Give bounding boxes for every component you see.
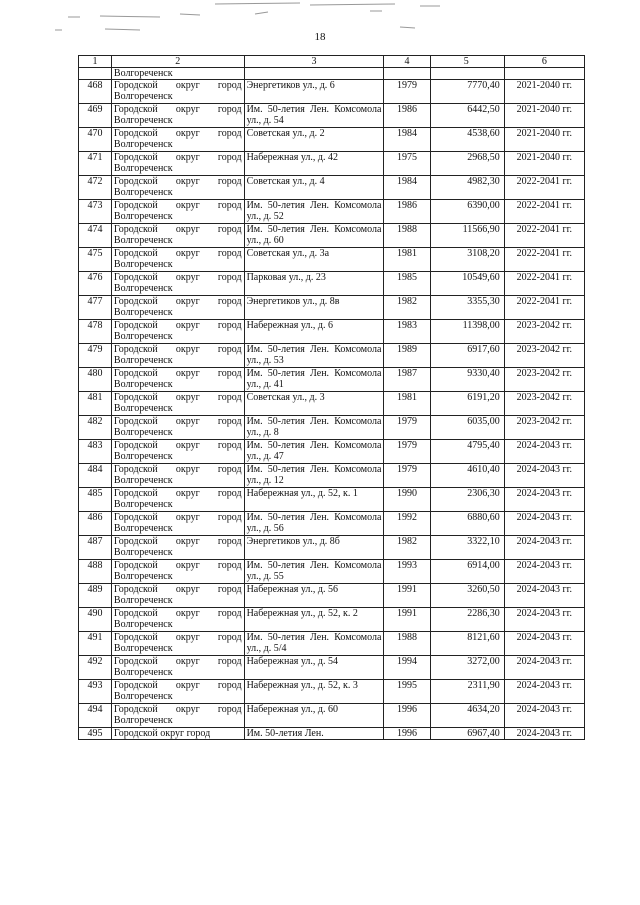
municipality-cell-text: Городской округ город Волгореченск bbox=[113, 200, 242, 222]
period-cell: 2021-2040 гг. bbox=[504, 128, 584, 152]
area-cell: 4982,30 bbox=[430, 176, 504, 200]
area-cell: 3260,50 bbox=[430, 584, 504, 608]
address-cell-text: Набережная ул., д. 54 bbox=[246, 656, 338, 667]
address-cell-text: Советская ул., д. 4 bbox=[246, 176, 325, 187]
period-cell: 2022-2041 гг. bbox=[504, 248, 584, 272]
period-cell: 2023-2042 гг. bbox=[504, 416, 584, 440]
row-number: 486 bbox=[79, 512, 112, 536]
table-row bbox=[79, 656, 585, 680]
table-row bbox=[79, 296, 585, 320]
table-row bbox=[79, 440, 585, 464]
area-cell: 6442,50 bbox=[430, 104, 504, 128]
year-cell: 1993 bbox=[384, 560, 430, 584]
municipality-cell bbox=[111, 512, 244, 536]
area-cell: 4610,40 bbox=[430, 464, 504, 488]
address-cell bbox=[244, 488, 384, 512]
municipality-cell bbox=[111, 728, 244, 740]
table-row bbox=[79, 680, 585, 704]
year-cell: 1984 bbox=[384, 176, 430, 200]
row-number: 483 bbox=[79, 440, 112, 464]
municipality-cell bbox=[111, 584, 244, 608]
table-row bbox=[79, 728, 585, 740]
municipality-cell bbox=[111, 152, 244, 176]
area-cell: 3272,00 bbox=[430, 656, 504, 680]
address-cell-text: Набережная ул., д. 42 bbox=[246, 152, 338, 163]
table-row bbox=[79, 80, 585, 104]
row-number: 478 bbox=[79, 320, 112, 344]
row-number: 479 bbox=[79, 344, 112, 368]
address-cell-text: Энергетиков ул., д. 6 bbox=[246, 80, 335, 91]
address-cell bbox=[244, 224, 384, 248]
municipality-cell bbox=[111, 176, 244, 200]
period-cell: 2021-2040 гг. bbox=[504, 80, 584, 104]
row-number: 470 bbox=[79, 128, 112, 152]
municipality-cell-text: Городской округ город Волгореченск bbox=[113, 488, 242, 510]
address-cell bbox=[244, 584, 384, 608]
year-cell: 1986 bbox=[384, 104, 430, 128]
year-cell: 1985 bbox=[384, 272, 430, 296]
municipality-cell bbox=[111, 80, 244, 104]
address-cell-text: Им. 50-летия Лен. Комсомола ул., д. 12 bbox=[246, 464, 382, 486]
year-cell: 1996 bbox=[384, 728, 430, 740]
municipality-cell bbox=[111, 128, 244, 152]
municipality-cell-text: Городской округ город Волгореченск bbox=[113, 680, 242, 702]
period-cell: 2022-2041 гг. bbox=[504, 296, 584, 320]
municipality-cell-text: Городской округ город Волгореченск bbox=[113, 416, 242, 438]
municipality-cell-text: Городской округ город Волгореченск bbox=[113, 608, 242, 630]
address-cell bbox=[244, 680, 384, 704]
address-cell bbox=[244, 728, 384, 740]
area-cell: 2306,30 bbox=[430, 488, 504, 512]
municipality-cell-text: Городской округ город Волгореченск bbox=[113, 176, 242, 198]
municipality-cell-text: Городской округ город Волгореченск bbox=[113, 320, 242, 342]
municipality-cell-text: Городской округ город Волгореченск bbox=[113, 440, 242, 462]
year-cell: 1982 bbox=[384, 296, 430, 320]
area-cell: 3355,30 bbox=[430, 296, 504, 320]
municipality-cell bbox=[111, 368, 244, 392]
row-number: 473 bbox=[79, 200, 112, 224]
table-row bbox=[79, 608, 585, 632]
municipality-cell-text: Городской округ город Волгореченск bbox=[113, 632, 242, 654]
municipality-cell-text: Городской округ город Волгореченск bbox=[113, 224, 242, 246]
header-col-4: 4 bbox=[384, 56, 430, 68]
municipality-cell bbox=[111, 344, 244, 368]
address-cell-text: Советская ул., д. 3 bbox=[246, 392, 325, 403]
table-row bbox=[79, 224, 585, 248]
municipality-cell-text: Городской округ город Волгореченск bbox=[113, 392, 242, 414]
address-cell bbox=[244, 368, 384, 392]
address-cell bbox=[244, 392, 384, 416]
period-cell: 2023-2042 гг. bbox=[504, 368, 584, 392]
row-number: 481 bbox=[79, 392, 112, 416]
address-cell-text: Набережная ул., д. 52, к. 1 bbox=[246, 488, 358, 499]
address-cell bbox=[244, 656, 384, 680]
area-cell: 2311,90 bbox=[430, 680, 504, 704]
municipality-cell-text: Городской округ город Волгореченск bbox=[113, 296, 242, 318]
table-row bbox=[79, 584, 585, 608]
municipality-cell-text: Городской округ город Волгореченск bbox=[113, 656, 242, 678]
address-cell bbox=[244, 200, 384, 224]
period-cell: 2024-2043 гг. bbox=[504, 608, 584, 632]
table-row bbox=[79, 176, 585, 200]
address-cell-text: Им. 50-летия Лен. Комсомола ул., д. 8 bbox=[246, 416, 382, 438]
period-cell: 2024-2043 гг. bbox=[504, 728, 584, 740]
address-cell-text: Им. 50-летия Лен. Комсомола ул., д. 5/4 bbox=[246, 632, 382, 654]
table-row bbox=[79, 512, 585, 536]
row-number: 488 bbox=[79, 560, 112, 584]
address-cell-text: Им. 50-летия Лен. Комсомола ул., д. 41 bbox=[246, 368, 382, 390]
address-cell bbox=[244, 80, 384, 104]
header-col-6: 6 bbox=[504, 56, 584, 68]
municipality-cell-text: Городской округ город Волгореченск bbox=[113, 272, 242, 294]
period-cell: 2024-2043 гг. bbox=[504, 704, 584, 728]
continuation-row bbox=[79, 68, 585, 80]
year-cell: 1988 bbox=[384, 632, 430, 656]
municipality-cell bbox=[111, 200, 244, 224]
row-number: 475 bbox=[79, 248, 112, 272]
municipality-cell bbox=[111, 392, 244, 416]
row-number: 490 bbox=[79, 608, 112, 632]
area-cell: 11398,00 bbox=[430, 320, 504, 344]
address-cell-text: Набережная ул., д. 60 bbox=[246, 704, 338, 715]
period-cell: 2024-2043 гг. bbox=[504, 584, 584, 608]
header-col-2: 2 bbox=[111, 56, 244, 68]
address-cell-text: Им. 50-летия Лен. Комсомола ул., д. 56 bbox=[246, 512, 382, 534]
municipality-cell-text: Городской округ город Волгореченск bbox=[113, 704, 242, 726]
row-number: 476 bbox=[79, 272, 112, 296]
address-cell bbox=[244, 440, 384, 464]
municipality-cell bbox=[111, 272, 244, 296]
address-cell-text: Им. 50-летия Лен. Комсомола ул., д. 47 bbox=[246, 440, 382, 462]
municipality-cell-text: Городской округ город Волгореченск bbox=[113, 536, 242, 558]
row-number: 485 bbox=[79, 488, 112, 512]
municipality-cell bbox=[111, 680, 244, 704]
area-cell: 3322,10 bbox=[430, 536, 504, 560]
year-cell: 1996 bbox=[384, 704, 430, 728]
header-col-3: 3 bbox=[244, 56, 384, 68]
address-cell bbox=[244, 464, 384, 488]
row-number: 474 bbox=[79, 224, 112, 248]
municipality-cell bbox=[111, 296, 244, 320]
period-cell: 2022-2041 гг. bbox=[504, 224, 584, 248]
row-number: 491 bbox=[79, 632, 112, 656]
year-cell: 1988 bbox=[384, 224, 430, 248]
address-cell bbox=[244, 176, 384, 200]
period-cell: 2024-2043 гг. bbox=[504, 536, 584, 560]
municipality-cell bbox=[111, 224, 244, 248]
address-cell bbox=[244, 152, 384, 176]
municipality-cell-text: Городской округ город Волгореченск bbox=[113, 128, 242, 150]
address-cell bbox=[244, 560, 384, 584]
year-cell: 1979 bbox=[384, 464, 430, 488]
table-row bbox=[79, 152, 585, 176]
area-cell: 4634,20 bbox=[430, 704, 504, 728]
period-cell: 2023-2042 гг. bbox=[504, 344, 584, 368]
row-number: 472 bbox=[79, 176, 112, 200]
address-cell-text: Советская ул., д. 3а bbox=[246, 248, 330, 259]
address-cell bbox=[244, 296, 384, 320]
address-cell-text: Им. 50-летия Лен. Комсомола ул., д. 52 bbox=[246, 200, 382, 222]
address-cell-text: Набережная ул., д. 6 bbox=[246, 320, 333, 331]
municipality-cell-text: Городской округ город Волгореченск bbox=[113, 80, 242, 102]
period-cell: 2024-2043 гг. bbox=[504, 488, 584, 512]
year-cell: 1986 bbox=[384, 200, 430, 224]
address-cell bbox=[244, 272, 384, 296]
table-row bbox=[79, 704, 585, 728]
year-cell: 1981 bbox=[384, 392, 430, 416]
address-cell-text: Набережная ул., д. 52, к. 2 bbox=[246, 608, 358, 619]
year-cell: 1979 bbox=[384, 440, 430, 464]
period-cell: 2023-2042 гг. bbox=[504, 392, 584, 416]
address-cell bbox=[244, 320, 384, 344]
address-cell-text: Парковая ул., д. 23 bbox=[246, 272, 326, 283]
address-cell bbox=[244, 128, 384, 152]
table-row bbox=[79, 632, 585, 656]
table-row bbox=[79, 488, 585, 512]
municipality-cell bbox=[111, 248, 244, 272]
area-cell: 4795,40 bbox=[430, 440, 504, 464]
table-row bbox=[79, 416, 585, 440]
area-cell: 6967,40 bbox=[430, 728, 504, 740]
area-cell: 6035,00 bbox=[430, 416, 504, 440]
municipality-cell bbox=[111, 632, 244, 656]
municipality-cell-text: Городской округ город bbox=[113, 728, 211, 739]
municipality-cell bbox=[111, 560, 244, 584]
year-cell: 1989 bbox=[384, 344, 430, 368]
address-cell-text: Им. 50-летия Лен. Комсомола ул., д. 60 bbox=[246, 224, 382, 246]
row-number: 494 bbox=[79, 704, 112, 728]
municipality-cell-text: Городской округ город Волгореченск bbox=[113, 368, 242, 390]
year-cell: 1994 bbox=[384, 656, 430, 680]
table-row bbox=[79, 536, 585, 560]
period-cell: 2024-2043 гг. bbox=[504, 680, 584, 704]
table-row bbox=[79, 344, 585, 368]
municipality-cell-text: Городской округ город Волгореченск bbox=[113, 464, 242, 486]
year-cell: 1979 bbox=[384, 416, 430, 440]
address-cell-text: Энергетиков ул., д. 8в bbox=[246, 296, 340, 307]
address-cell bbox=[244, 104, 384, 128]
table-row bbox=[79, 200, 585, 224]
address-cell-text: Энергетиков ул., д. 8б bbox=[246, 536, 340, 547]
table-row bbox=[79, 128, 585, 152]
area-cell: 6917,60 bbox=[430, 344, 504, 368]
header-col-5: 5 bbox=[430, 56, 504, 68]
period-cell: 2024-2043 гг. bbox=[504, 464, 584, 488]
municipality-cell bbox=[111, 464, 244, 488]
year-cell: 1981 bbox=[384, 248, 430, 272]
address-cell-text: Советская ул., д. 2 bbox=[246, 128, 325, 139]
row-number: 495 bbox=[79, 728, 112, 740]
year-cell: 1984 bbox=[384, 128, 430, 152]
address-cell-text: Набережная ул., д. 52, к. 3 bbox=[246, 680, 358, 691]
period-cell: 2021-2040 гг. bbox=[504, 152, 584, 176]
municipality-cell bbox=[111, 656, 244, 680]
address-cell bbox=[244, 608, 384, 632]
address-cell-text: Им. 50-летия Лен. Комсомола ул., д. 53 bbox=[246, 344, 382, 366]
period-cell: 2024-2043 гг. bbox=[504, 656, 584, 680]
table-row bbox=[79, 392, 585, 416]
area-cell: 4538,60 bbox=[430, 128, 504, 152]
area-cell: 6191,20 bbox=[430, 392, 504, 416]
year-cell: 1979 bbox=[384, 80, 430, 104]
header-col-1: 1 bbox=[79, 56, 112, 68]
municipality-cell bbox=[111, 104, 244, 128]
area-cell: 3108,20 bbox=[430, 248, 504, 272]
address-cell bbox=[244, 344, 384, 368]
table-row bbox=[79, 248, 585, 272]
row-number: 493 bbox=[79, 680, 112, 704]
address-cell bbox=[244, 512, 384, 536]
address-cell bbox=[244, 704, 384, 728]
municipality-cell-text: Городской округ город Волгореченск bbox=[113, 248, 242, 270]
area-cell: 11566,90 bbox=[430, 224, 504, 248]
municipality-cell-text: Городской округ город Волгореченск bbox=[113, 104, 242, 126]
year-cell: 1991 bbox=[384, 584, 430, 608]
period-cell: 2021-2040 гг. bbox=[504, 104, 584, 128]
continuation-municipality: Волгореченск bbox=[111, 68, 244, 80]
municipality-cell-text: Городской округ город Волгореченск bbox=[113, 560, 242, 582]
header-row bbox=[79, 56, 585, 68]
municipality-cell-text: Городской округ город Волгореченск bbox=[113, 512, 242, 534]
municipality-cell-text: Городской округ город Волгореченск bbox=[113, 152, 242, 174]
period-cell: 2022-2041 гг. bbox=[504, 272, 584, 296]
page-number: 18 bbox=[314, 31, 326, 43]
table-row bbox=[79, 560, 585, 584]
address-cell-text: Набережная ул., д. 56 bbox=[246, 584, 338, 595]
year-cell: 1995 bbox=[384, 680, 430, 704]
period-cell: 2024-2043 гг. bbox=[504, 440, 584, 464]
row-number: 468 bbox=[79, 80, 112, 104]
year-cell: 1990 bbox=[384, 488, 430, 512]
municipality-cell bbox=[111, 488, 244, 512]
year-cell: 1987 bbox=[384, 368, 430, 392]
row-number: 489 bbox=[79, 584, 112, 608]
table-row bbox=[79, 272, 585, 296]
housing-table bbox=[78, 55, 585, 740]
row-number: 469 bbox=[79, 104, 112, 128]
area-cell: 6914,00 bbox=[430, 560, 504, 584]
period-cell: 2022-2041 гг. bbox=[504, 176, 584, 200]
table-row bbox=[79, 368, 585, 392]
row-number: 477 bbox=[79, 296, 112, 320]
row-number: 482 bbox=[79, 416, 112, 440]
row-number: 484 bbox=[79, 464, 112, 488]
year-cell: 1982 bbox=[384, 536, 430, 560]
period-cell: 2024-2043 гг. bbox=[504, 512, 584, 536]
municipality-cell bbox=[111, 536, 244, 560]
table-row bbox=[79, 104, 585, 128]
address-cell-text: Им. 50-летия Лен. Комсомола ул., д. 54 bbox=[246, 104, 382, 126]
area-cell: 6390,00 bbox=[430, 200, 504, 224]
municipality-cell bbox=[111, 704, 244, 728]
year-cell: 1975 bbox=[384, 152, 430, 176]
year-cell: 1991 bbox=[384, 608, 430, 632]
area-cell: 2286,30 bbox=[430, 608, 504, 632]
row-number: 492 bbox=[79, 656, 112, 680]
area-cell: 6880,60 bbox=[430, 512, 504, 536]
area-cell: 2968,50 bbox=[430, 152, 504, 176]
address-cell bbox=[244, 536, 384, 560]
table-row bbox=[79, 464, 585, 488]
address-cell bbox=[244, 248, 384, 272]
year-cell: 1983 bbox=[384, 320, 430, 344]
area-cell: 7770,40 bbox=[430, 80, 504, 104]
row-number: 480 bbox=[79, 368, 112, 392]
address-cell bbox=[244, 416, 384, 440]
period-cell: 2024-2043 гг. bbox=[504, 560, 584, 584]
address-cell-text: Им. 50-летия Лен. Комсомола ул., д. 55 bbox=[246, 560, 382, 582]
row-number: 471 bbox=[79, 152, 112, 176]
municipality-cell bbox=[111, 440, 244, 464]
municipality-cell bbox=[111, 416, 244, 440]
municipality-cell-text: Городской округ город Волгореченск bbox=[113, 584, 242, 606]
period-cell: 2023-2042 гг. bbox=[504, 320, 584, 344]
area-cell: 8121,60 bbox=[430, 632, 504, 656]
address-cell-text: Им. 50-летия Лен. bbox=[246, 728, 324, 739]
row-number: 487 bbox=[79, 536, 112, 560]
period-cell: 2024-2043 гг. bbox=[504, 632, 584, 656]
area-cell: 9330,40 bbox=[430, 368, 504, 392]
period-cell: 2022-2041 гг. bbox=[504, 200, 584, 224]
municipality-cell-text: Городской округ город Волгореченск bbox=[113, 344, 242, 366]
table-row bbox=[79, 320, 585, 344]
address-cell bbox=[244, 632, 384, 656]
municipality-cell bbox=[111, 608, 244, 632]
area-cell: 10549,60 bbox=[430, 272, 504, 296]
municipality-cell bbox=[111, 320, 244, 344]
year-cell: 1992 bbox=[384, 512, 430, 536]
